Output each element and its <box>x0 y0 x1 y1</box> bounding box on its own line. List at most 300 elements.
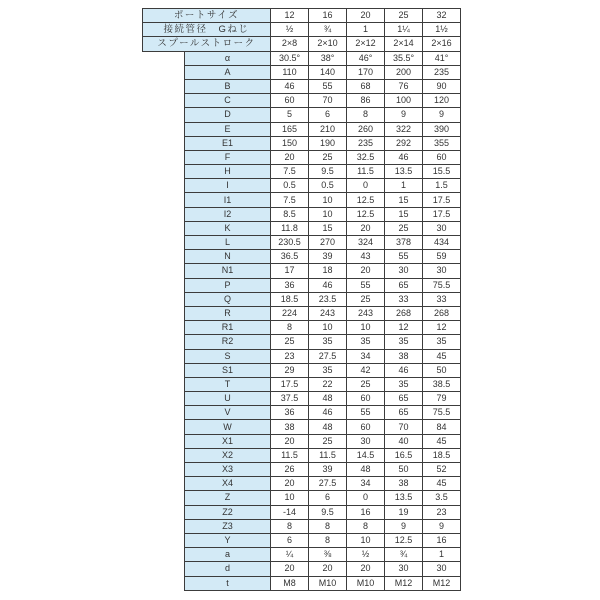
table-row <box>143 207 461 221</box>
table-cell: 30 <box>347 434 385 448</box>
table-cell: 23 <box>271 349 309 363</box>
table-row <box>143 179 461 193</box>
row-spacer <box>143 420 185 434</box>
table-cell: 15 <box>385 193 423 207</box>
table-cell: M10 <box>347 576 385 590</box>
row-label: R1 <box>185 321 271 335</box>
row-spacer <box>143 392 185 406</box>
table-cell: 23 <box>423 505 461 519</box>
table-cell: 10 <box>271 491 309 505</box>
row-label: Z3 <box>185 519 271 533</box>
table-cell: 42 <box>347 363 385 377</box>
table-cell: 33 <box>423 292 461 306</box>
row-spacer <box>143 377 185 391</box>
table-cell: 268 <box>423 306 461 320</box>
row-label: X4 <box>185 477 271 491</box>
row-spacer <box>143 363 185 377</box>
table-cell: 25 <box>385 221 423 235</box>
table-cell: 140 <box>309 65 347 79</box>
table-cell: 68 <box>347 79 385 93</box>
table-cell: 6 <box>271 533 309 547</box>
row-label: R <box>185 306 271 320</box>
table-cell: 34 <box>347 349 385 363</box>
table-cell: 36.5 <box>271 250 309 264</box>
row-spacer <box>143 179 185 193</box>
table-cell: 45 <box>423 349 461 363</box>
table-cell: 40 <box>385 434 423 448</box>
table-cell: 59 <box>423 250 461 264</box>
table-cell: 35.5° <box>385 51 423 65</box>
table-row <box>143 363 461 377</box>
table-cell: 16.5 <box>385 448 423 462</box>
table-row <box>143 264 461 278</box>
table-row <box>143 193 461 207</box>
table-cell: 46 <box>385 150 423 164</box>
table-cell: 200 <box>385 65 423 79</box>
table-cell: 22 <box>309 377 347 391</box>
table-cell: 35 <box>423 335 461 349</box>
table-cell: 65 <box>385 278 423 292</box>
table-cell: 9.5 <box>309 165 347 179</box>
table-row <box>143 136 461 150</box>
table-cell: 46 <box>309 278 347 292</box>
row-spacer <box>143 306 185 320</box>
table-cell: 20 <box>309 562 347 576</box>
header-cell: 2×16 <box>423 37 461 51</box>
table-cell: 50 <box>385 463 423 477</box>
row-label: I <box>185 179 271 193</box>
row-spacer <box>143 250 185 264</box>
row-spacer <box>143 477 185 491</box>
table-row <box>143 463 461 477</box>
table-cell: 25 <box>347 292 385 306</box>
table-cell: 48 <box>309 392 347 406</box>
row-label: E <box>185 122 271 136</box>
row-label: L <box>185 236 271 250</box>
table-cell: M12 <box>423 576 461 590</box>
row-spacer <box>143 349 185 363</box>
table-row <box>143 505 461 519</box>
table-cell: 10 <box>347 321 385 335</box>
row-spacer <box>143 236 185 250</box>
table-cell: 38 <box>385 477 423 491</box>
table-cell: 46° <box>347 51 385 65</box>
table-cell: 60 <box>347 392 385 406</box>
row-label: S <box>185 349 271 363</box>
table-cell: 9 <box>385 519 423 533</box>
row-label: W <box>185 420 271 434</box>
header-cell: 12 <box>271 9 309 23</box>
table-cell: 27.5 <box>309 349 347 363</box>
table-cell: 1 <box>423 548 461 562</box>
row-spacer <box>143 207 185 221</box>
row-spacer <box>143 108 185 122</box>
header-cell: 1¼ <box>385 23 423 37</box>
table-cell: 8 <box>271 519 309 533</box>
row-label: Q <box>185 292 271 306</box>
table-cell: 235 <box>347 136 385 150</box>
table-cell: 10 <box>309 321 347 335</box>
table-cell: 120 <box>423 94 461 108</box>
table-cell: 25 <box>347 377 385 391</box>
table-cell: 13.5 <box>385 491 423 505</box>
table-row <box>143 335 461 349</box>
table-cell: 20 <box>271 150 309 164</box>
table-cell: 36 <box>271 406 309 420</box>
table-cell: ⅜ <box>309 548 347 562</box>
table-cell: 35 <box>347 335 385 349</box>
table-cell: 52 <box>423 463 461 477</box>
row-spacer <box>143 533 185 547</box>
row-label: K <box>185 221 271 235</box>
table-cell: 39 <box>309 250 347 264</box>
header-cell: 1½ <box>423 23 461 37</box>
row-label: B <box>185 79 271 93</box>
table-cell: 26 <box>271 463 309 477</box>
table-cell: 76 <box>385 79 423 93</box>
row-spacer <box>143 193 185 207</box>
table-cell: 90 <box>423 79 461 93</box>
row-label: X3 <box>185 463 271 477</box>
table-cell: 65 <box>385 392 423 406</box>
row-label: S1 <box>185 363 271 377</box>
table-cell: 35 <box>309 335 347 349</box>
table-row <box>143 491 461 505</box>
header-row <box>143 37 461 51</box>
table-row <box>143 94 461 108</box>
table-row <box>143 221 461 235</box>
table-cell: 12 <box>423 321 461 335</box>
table-row <box>143 236 461 250</box>
table-cell: 46 <box>385 363 423 377</box>
header-cell: 2×14 <box>385 37 423 51</box>
table-cell: 100 <box>385 94 423 108</box>
header-cell: 2×12 <box>347 37 385 51</box>
table-cell: 35 <box>385 335 423 349</box>
header-cell: 1 <box>347 23 385 37</box>
row-spacer <box>143 292 185 306</box>
table-cell: M8 <box>271 576 309 590</box>
table-cell: 39 <box>309 463 347 477</box>
row-label: N <box>185 250 271 264</box>
table-row <box>143 392 461 406</box>
table-cell: 15 <box>309 221 347 235</box>
table-row <box>143 420 461 434</box>
table-cell: 17 <box>271 264 309 278</box>
header-cell: 20 <box>347 9 385 23</box>
table-cell: 41° <box>423 51 461 65</box>
table-cell: 3.5 <box>423 491 461 505</box>
table-cell: 20 <box>271 562 309 576</box>
table-cell: 230.5 <box>271 236 309 250</box>
header-row <box>143 23 461 37</box>
table-row <box>143 576 461 590</box>
header-cell: 25 <box>385 9 423 23</box>
table-cell: 32.5 <box>347 150 385 164</box>
row-label: U <box>185 392 271 406</box>
row-spacer <box>143 448 185 462</box>
table-cell: 20 <box>347 264 385 278</box>
table-row <box>143 477 461 491</box>
header-row-label: 接続管径 Gねじ <box>143 23 271 37</box>
table-cell: ½ <box>347 548 385 562</box>
table-cell: 60 <box>347 420 385 434</box>
table-cell: 18.5 <box>423 448 461 462</box>
table-cell: 10 <box>347 533 385 547</box>
table-cell: 17.5 <box>271 377 309 391</box>
row-label: X2 <box>185 448 271 462</box>
table-cell: 46 <box>271 79 309 93</box>
table-cell: 6 <box>309 108 347 122</box>
table-cell: 65 <box>385 406 423 420</box>
table-cell: 75.5 <box>423 278 461 292</box>
table-cell: 35 <box>385 377 423 391</box>
row-spacer <box>143 548 185 562</box>
table-cell: 0.5 <box>271 179 309 193</box>
table-cell: 55 <box>347 278 385 292</box>
table-cell: 30.5° <box>271 51 309 65</box>
row-spacer <box>143 491 185 505</box>
table-cell: 30 <box>423 562 461 576</box>
row-spacer <box>143 335 185 349</box>
table-cell: 12.5 <box>347 193 385 207</box>
table-cell: 55 <box>385 250 423 264</box>
dimension-table <box>142 8 461 591</box>
dimension-table-body <box>143 9 461 591</box>
table-cell: 48 <box>347 463 385 477</box>
row-label: E1 <box>185 136 271 150</box>
row-label: Z <box>185 491 271 505</box>
row-label: P <box>185 278 271 292</box>
header-cell: 2×8 <box>271 37 309 51</box>
row-spacer <box>143 122 185 136</box>
table-row <box>143 321 461 335</box>
row-label: D <box>185 108 271 122</box>
table-row <box>143 79 461 93</box>
table-cell: ¼ <box>271 548 309 562</box>
table-cell: 12 <box>385 321 423 335</box>
row-spacer <box>143 165 185 179</box>
row-spacer <box>143 278 185 292</box>
row-label: d <box>185 562 271 576</box>
table-cell: 1.5 <box>423 179 461 193</box>
table-cell: 0 <box>347 179 385 193</box>
table-cell: 70 <box>385 420 423 434</box>
table-cell: 37.5 <box>271 392 309 406</box>
table-cell: ¾ <box>385 548 423 562</box>
table-cell: 55 <box>347 406 385 420</box>
table-cell: 30 <box>423 221 461 235</box>
row-spacer <box>143 94 185 108</box>
row-label: A <box>185 65 271 79</box>
table-cell: 9.5 <box>309 505 347 519</box>
table-cell: -14 <box>271 505 309 519</box>
table-row <box>143 292 461 306</box>
table-cell: 60 <box>423 150 461 164</box>
table-row <box>143 406 461 420</box>
row-spacer <box>143 264 185 278</box>
table-cell: 390 <box>423 122 461 136</box>
table-cell: M12 <box>385 576 423 590</box>
table-cell: 25 <box>309 150 347 164</box>
table-cell: 14.5 <box>347 448 385 462</box>
table-cell: 16 <box>347 505 385 519</box>
table-cell: 30 <box>423 264 461 278</box>
row-label: T <box>185 377 271 391</box>
table-cell: 8 <box>271 321 309 335</box>
table-row <box>143 533 461 547</box>
table-cell: 12.5 <box>385 533 423 547</box>
table-cell: 20 <box>347 221 385 235</box>
table-row <box>143 250 461 264</box>
table-cell: 55 <box>309 79 347 93</box>
table-cell: 84 <box>423 420 461 434</box>
table-cell: 48 <box>309 420 347 434</box>
table-row <box>143 278 461 292</box>
table-cell: 9 <box>385 108 423 122</box>
table-cell: 70 <box>309 94 347 108</box>
table-row <box>143 51 461 65</box>
table-cell: 8 <box>347 108 385 122</box>
row-label: I2 <box>185 207 271 221</box>
table-cell: 355 <box>423 136 461 150</box>
table-cell: 79 <box>423 392 461 406</box>
row-label: X1 <box>185 434 271 448</box>
table-cell: 30 <box>385 562 423 576</box>
table-cell: 292 <box>385 136 423 150</box>
header-row-label: スプールストローク <box>143 37 271 51</box>
row-spacer <box>143 562 185 576</box>
table-cell: 38° <box>309 51 347 65</box>
row-spacer <box>143 406 185 420</box>
row-spacer <box>143 463 185 477</box>
table-cell: 9 <box>423 108 461 122</box>
table-cell: 46 <box>309 406 347 420</box>
table-cell: 86 <box>347 94 385 108</box>
table-cell: 18.5 <box>271 292 309 306</box>
table-row <box>143 377 461 391</box>
table-cell: 38 <box>271 420 309 434</box>
table-row <box>143 562 461 576</box>
table-cell: 20 <box>271 477 309 491</box>
row-label: t <box>185 576 271 590</box>
table-cell: 8 <box>309 533 347 547</box>
table-cell: 268 <box>385 306 423 320</box>
table-cell: 20 <box>271 434 309 448</box>
table-cell: 12.5 <box>347 207 385 221</box>
row-label: α <box>185 51 271 65</box>
row-label: Z2 <box>185 505 271 519</box>
table-cell: 110 <box>271 65 309 79</box>
table-cell: 378 <box>385 236 423 250</box>
row-label: I1 <box>185 193 271 207</box>
table-cell: 38.5 <box>423 377 461 391</box>
row-spacer <box>143 321 185 335</box>
table-cell: 210 <box>309 122 347 136</box>
header-cell: 32 <box>423 9 461 23</box>
table-cell: 17.5 <box>423 207 461 221</box>
table-cell: 235 <box>423 65 461 79</box>
table-row <box>143 65 461 79</box>
table-cell: 5 <box>271 108 309 122</box>
table-cell: 45 <box>423 434 461 448</box>
table-cell: 9 <box>423 519 461 533</box>
table-cell: 322 <box>385 122 423 136</box>
table-cell: 1 <box>385 179 423 193</box>
table-cell: 190 <box>309 136 347 150</box>
table-cell: 7.5 <box>271 165 309 179</box>
table-cell: 15.5 <box>423 165 461 179</box>
header-row-label: ポートサイズ <box>143 9 271 23</box>
table-row <box>143 349 461 363</box>
table-cell: 20 <box>347 562 385 576</box>
table-row <box>143 434 461 448</box>
table-cell: 30 <box>385 264 423 278</box>
row-spacer <box>143 65 185 79</box>
table-row <box>143 548 461 562</box>
header-cell: 2×10 <box>309 37 347 51</box>
table-row <box>143 108 461 122</box>
table-cell: 170 <box>347 65 385 79</box>
row-label: F <box>185 150 271 164</box>
table-cell: 27.5 <box>309 477 347 491</box>
table-cell: 15 <box>385 207 423 221</box>
row-spacer <box>143 150 185 164</box>
header-cell: 16 <box>309 9 347 23</box>
table-cell: 25 <box>271 335 309 349</box>
row-spacer <box>143 51 185 65</box>
table-cell: 35 <box>309 363 347 377</box>
table-cell: 60 <box>271 94 309 108</box>
row-spacer <box>143 136 185 150</box>
table-cell: 8 <box>347 519 385 533</box>
table-cell: 11.5 <box>309 448 347 462</box>
table-cell: 7.5 <box>271 193 309 207</box>
row-label: H <box>185 165 271 179</box>
table-cell: 11.5 <box>271 448 309 462</box>
row-label: Y <box>185 533 271 547</box>
table-row <box>143 519 461 533</box>
table-cell: 224 <box>271 306 309 320</box>
table-cell: 270 <box>309 236 347 250</box>
table-cell: 23.5 <box>309 292 347 306</box>
row-label: C <box>185 94 271 108</box>
table-cell: 10 <box>309 193 347 207</box>
row-spacer <box>143 519 185 533</box>
row-spacer <box>143 505 185 519</box>
table-row <box>143 150 461 164</box>
table-cell: 165 <box>271 122 309 136</box>
table-cell: 243 <box>309 306 347 320</box>
row-label: R2 <box>185 335 271 349</box>
table-cell: 16 <box>423 533 461 547</box>
table-cell: 243 <box>347 306 385 320</box>
row-label: N1 <box>185 264 271 278</box>
row-label: V <box>185 406 271 420</box>
table-cell: 75.5 <box>423 406 461 420</box>
row-spacer <box>143 79 185 93</box>
row-spacer <box>143 434 185 448</box>
table-cell: 34 <box>347 477 385 491</box>
table-cell: 43 <box>347 250 385 264</box>
table-cell: 50 <box>423 363 461 377</box>
table-cell: 13.5 <box>385 165 423 179</box>
table-cell: 11.5 <box>347 165 385 179</box>
table-cell: 25 <box>309 434 347 448</box>
header-cell: ¾ <box>309 23 347 37</box>
table-cell: 11.8 <box>271 221 309 235</box>
table-cell: 8.5 <box>271 207 309 221</box>
